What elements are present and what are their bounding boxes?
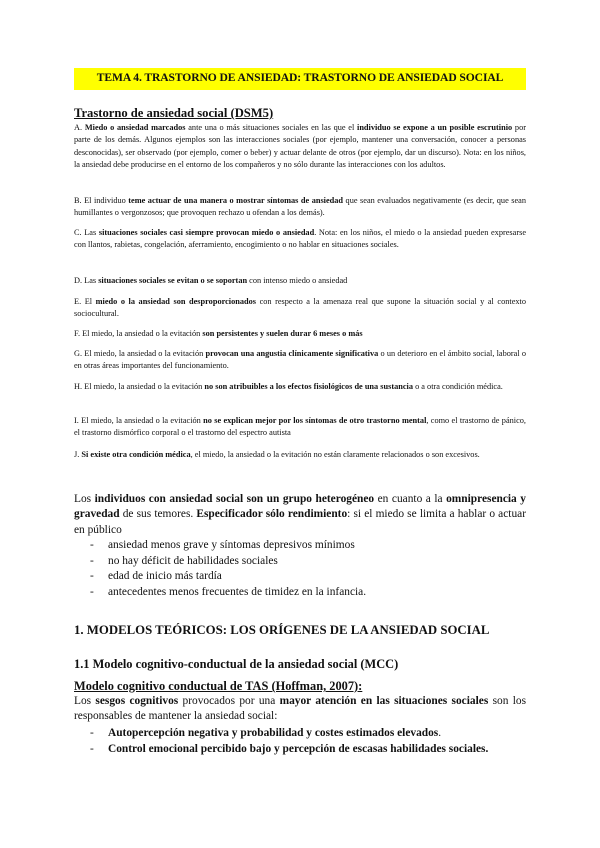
criterion-j-text-1: J. xyxy=(74,450,82,459)
criterion-d xyxy=(74,275,526,287)
criterion-b xyxy=(74,195,526,220)
dash-marker: - xyxy=(90,727,94,739)
criterion-a-bold-2: individuo se expone a un posible escrutinio xyxy=(357,123,513,132)
criterion-e xyxy=(74,296,526,321)
paragraph-2-text-2: provocados por una xyxy=(178,695,280,707)
criterion-h-text-1: H. El miedo, la ansiedad o la evitación xyxy=(74,382,205,391)
paragraph-1-bold-1: individuos con ansiedad social son un grupo heterogéneo xyxy=(94,493,375,505)
model-heading: Modelo cognitivo conductual de TAS (Hoffman, 2007): xyxy=(74,679,363,693)
criterion-i-text-2: , como el trastorno de pánico, el trastorno dismórfico corporal o el trastorno del espectro autista xyxy=(74,416,526,438)
criterion-a xyxy=(74,122,526,172)
criterion-e-text-1: E. El xyxy=(74,297,96,306)
paragraph-1-text-4: : si el miedo se limita a hablar o actuar en público xyxy=(74,508,526,536)
paragraph-2-bold-1: sesgos cognitivos xyxy=(95,695,179,707)
dash-marker: - xyxy=(90,570,94,582)
dash-marker: - xyxy=(90,742,94,755)
document-title: TEMA 4. TRASTORNO DE ANSIEDAD: TRASTORNO DE ANSIEDAD SOCIAL xyxy=(96,71,504,84)
performance-specifier-list xyxy=(74,538,526,600)
criterion-a-text-2: por parte de los demás. Algunos ejemplos son las interacciones sociales (por ejemplo, mantener una conversación, conocer a personas desconocidas), ser observado (por ejemplo, comer o beber) y actuar delante de otros (por ejemplo, dar un discurso). Nota: en los niños, la ansiedad debe producirse en el entorno de los compañeros y no sólo durante las interacciones con los adultos. xyxy=(74,123,526,170)
paragraph-1-text-1: Los xyxy=(74,493,95,505)
criterion-b-bold-1: teme actuar de una manera o mostrar síntomas de ansiedad xyxy=(128,196,344,205)
criterion-e-bold-1: miedo o la ansiedad son desproporcionados xyxy=(95,297,257,306)
criterion-b-text-1: B. El individuo xyxy=(74,196,129,205)
paragraph-2-text-1: Los xyxy=(74,695,96,707)
title-highlight xyxy=(74,68,526,90)
dsm-heading: Trastorno de ansiedad social (DSM5) xyxy=(74,106,274,120)
paragraph-1-text-3: de sus temores. xyxy=(119,508,197,521)
criterion-a-bold-1: Miedo o ansiedad marcados xyxy=(84,123,186,132)
criterion-f xyxy=(74,328,526,340)
list-item-text: Control emocional percibido bajo y percepción de escasas habilidades sociales. xyxy=(108,742,489,755)
list-item-text: no hay déficit de habilidades sociales xyxy=(108,554,278,567)
criterion-c-text-2: . Nota: en los niños, el miedo o la ansiedad pueden expresarse con llantos, rabietas, congelación, aferramiento, encogimiento o no hablar en situaciones sociales. xyxy=(74,228,527,250)
criterion-j-bold-1: Si existe otra condición médica xyxy=(81,450,191,459)
section-heading-1-1: 1.1 Modelo cognitivo-conductual de la ansiedad social (MCC) xyxy=(74,657,399,671)
list-item xyxy=(74,742,526,758)
list-item xyxy=(74,585,526,601)
dash-marker: - xyxy=(90,554,94,567)
list-item-text: ansiedad menos grave y síntomas depresivos mínimos xyxy=(108,539,355,551)
criterion-d-text-2: con intenso miedo o ansiedad xyxy=(247,276,348,285)
criterion-d-bold-1: situaciones sociales se evitan o se soportan xyxy=(98,276,248,285)
paragraph-2-bold-2: mayor atención en las situaciones sociales xyxy=(279,695,489,707)
criterion-a-text-1: ante una o más situaciones sociales en las que el xyxy=(185,123,358,132)
criterion-g-bold-1: provocan una angustia clínicamente significativa xyxy=(205,349,379,358)
criterion-a-lead: A. xyxy=(74,123,83,132)
criterion-c-bold-1: situaciones sociales casi siempre provocan miedo o ansiedad xyxy=(98,228,315,237)
criterion-h-bold-1: no son atribuibles a los efectos fisiológicos de una sustancia xyxy=(204,382,413,391)
list-item-suffix: . xyxy=(438,727,442,739)
section-heading-1: 1. MODELOS TEÓRICOS: LOS ORÍGENES DE LA ANSIEDAD SOCIAL xyxy=(74,623,490,637)
criterion-b-text-2: que sean evaluados negativamente (es decir, que sean humillantes o vergonzosos; que provoquen rechazo u ofendan a los demás). xyxy=(74,196,526,218)
bias-list xyxy=(74,726,526,757)
criterion-f-bold-1: son persistentes y suelen durar 6 meses o más xyxy=(202,329,363,338)
paragraph-cognitive-biases xyxy=(74,694,526,725)
criterion-i-text-1: I. El miedo, la ansiedad o la evitación xyxy=(74,416,204,425)
criterion-h-text-2: o a otra condición médica. xyxy=(413,382,503,391)
dash-marker: - xyxy=(90,539,94,551)
criterion-g xyxy=(74,348,526,373)
criterion-j-text-2: , el miedo, la ansiedad o la evitación no están claramente relacionados o son excesivos. xyxy=(190,450,480,459)
list-item xyxy=(74,726,526,742)
criterion-d-text-1: D. Las xyxy=(74,276,99,285)
criterion-c xyxy=(74,227,526,252)
criterion-f-text-1: F. El miedo, la ansiedad o la evitación xyxy=(74,329,203,338)
criterion-g-text-2: o un deterioro en el ámbito social, laboral o en otras áreas importantes del funcionamiento. xyxy=(74,349,526,371)
criterion-i-bold-1: no se explican mejor por los síntomas de otro trastorno mental xyxy=(203,416,427,425)
paragraph-1-bold-3: Especificador sólo rendimiento xyxy=(196,508,348,521)
list-item xyxy=(74,569,526,585)
paragraph-2-text-3: son los responsables de mantener la ansiedad social: xyxy=(74,695,527,723)
list-item-text: Autopercepción negativa y probabilidad y costes estimados elevados xyxy=(108,727,439,739)
criterion-j xyxy=(74,449,526,461)
dash-marker: - xyxy=(90,585,94,598)
list-item-text: edad de inicio más tardía xyxy=(108,570,222,582)
list-item xyxy=(74,554,526,570)
paragraph-1-text-2: en cuanto a la xyxy=(374,493,447,505)
paragraph-heterogeneity xyxy=(74,492,526,538)
criterion-h xyxy=(74,381,526,393)
list-item xyxy=(74,538,526,554)
list-item-text: antecedentes menos frecuentes de timidez en la infancia. xyxy=(108,585,367,598)
criterion-e-text-2: con respecto a la amenaza real que supone la situación social y al contexto sociocultural. xyxy=(74,297,526,319)
criterion-c-text-1: C. Las xyxy=(74,228,99,237)
criterion-i xyxy=(74,415,526,440)
paragraph-1-bold-2: omnipresencia y gravedad xyxy=(74,493,526,521)
criterion-g-text-1: G. El miedo, la ansiedad o la evitación xyxy=(74,349,206,358)
